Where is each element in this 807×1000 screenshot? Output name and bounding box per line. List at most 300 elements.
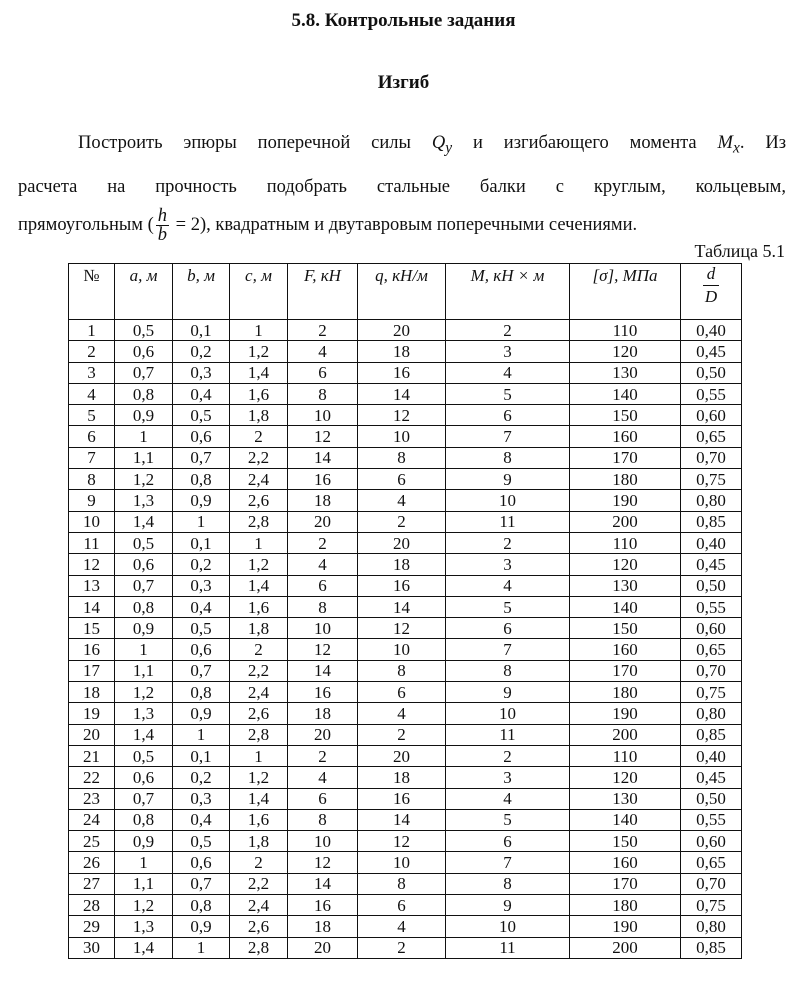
cell-q: 14	[358, 383, 446, 404]
cell-sigma: 200	[570, 511, 681, 532]
col-header-number: №	[69, 264, 115, 320]
cell-a: 0,8	[115, 596, 173, 617]
cell-b: 0,5	[173, 618, 230, 639]
cell-a: 1	[115, 426, 173, 447]
cell-c: 1,6	[230, 383, 288, 404]
cell-number: 9	[69, 490, 115, 511]
cell-number: 22	[69, 767, 115, 788]
cell-c: 1,6	[230, 596, 288, 617]
cell-sigma: 170	[570, 447, 681, 468]
cell-d-over-D: 0,65	[681, 852, 742, 873]
cell-M: 7	[446, 426, 570, 447]
cell-number: 14	[69, 596, 115, 617]
cell-c: 2,4	[230, 895, 288, 916]
cell-d-over-D: 0,55	[681, 809, 742, 830]
cell-b: 0,1	[173, 320, 230, 341]
cell-b: 0,7	[173, 873, 230, 894]
table-header-row	[69, 264, 742, 320]
cell-sigma: 130	[570, 575, 681, 596]
cell-d-over-D: 0,80	[681, 916, 742, 937]
cell-q: 2	[358, 937, 446, 958]
cell-M: 3	[446, 341, 570, 362]
cell-d-over-D: 0,55	[681, 383, 742, 404]
task-paragraph	[18, 124, 786, 244]
cell-b: 0,8	[173, 682, 230, 703]
cell-sigma: 200	[570, 724, 681, 745]
cell-b: 0,6	[173, 426, 230, 447]
ratio-fraction: $\frac{h}{b}$	[157, 205, 168, 245]
cell-F: 6	[288, 362, 358, 383]
cell-sigma: 200	[570, 937, 681, 958]
cell-d-over-D: 0,80	[681, 490, 742, 511]
cell-d-over-D: 0,75	[681, 469, 742, 490]
cell-sigma: 140	[570, 596, 681, 617]
cell-sigma: 120	[570, 341, 681, 362]
cell-number: 5	[69, 405, 115, 426]
cell-F: 20	[288, 724, 358, 745]
cell-d-over-D: 0,50	[681, 788, 742, 809]
cell-q: 12	[358, 618, 446, 639]
cell-M: 3	[446, 767, 570, 788]
cell-a: 0,7	[115, 788, 173, 809]
cell-d-over-D: 0,70	[681, 873, 742, 894]
cell-c: 1,4	[230, 788, 288, 809]
cell-F: 6	[288, 788, 358, 809]
cell-d-over-D: 0,70	[681, 447, 742, 468]
col-header-d-over-D: $\frac{d}{D}$	[681, 264, 742, 320]
paragraph-line-3: прямоугольным ( $\frac{h}{b}$ = 2), квадратным и двутавровым поперечными сечениями.	[18, 205, 638, 245]
cell-d-over-D: 0,45	[681, 767, 742, 788]
cell-F: 14	[288, 660, 358, 681]
cell-q: 4	[358, 490, 446, 511]
cell-d-over-D: 0,65	[681, 639, 742, 660]
cell-c: 1	[230, 745, 288, 766]
cell-q: 10	[358, 639, 446, 660]
cell-M: 3	[446, 554, 570, 575]
cell-number: 15	[69, 618, 115, 639]
cell-b: 0,4	[173, 809, 230, 830]
cell-number: 26	[69, 852, 115, 873]
cell-q: 14	[358, 596, 446, 617]
cell-a: 1,4	[115, 724, 173, 745]
table-row	[69, 490, 742, 511]
table-row	[69, 895, 742, 916]
cell-M: 9	[446, 682, 570, 703]
cell-a: 1,2	[115, 682, 173, 703]
cell-number: 21	[69, 745, 115, 766]
cell-M: 8	[446, 660, 570, 681]
cell-F: 14	[288, 873, 358, 894]
cell-q: 20	[358, 532, 446, 553]
cell-b: 0,2	[173, 554, 230, 575]
cell-q: 12	[358, 831, 446, 852]
cell-c: 2,8	[230, 937, 288, 958]
cell-F: 16	[288, 895, 358, 916]
cell-d-over-D: 0,65	[681, 426, 742, 447]
cell-M: 11	[446, 724, 570, 745]
cell-F: 4	[288, 554, 358, 575]
cell-b: 0,6	[173, 639, 230, 660]
cell-q: 4	[358, 703, 446, 724]
cell-c: 2,6	[230, 916, 288, 937]
cell-sigma: 140	[570, 383, 681, 404]
cell-a: 0,5	[115, 532, 173, 553]
cell-M: 5	[446, 596, 570, 617]
cell-d-over-D: 0,55	[681, 596, 742, 617]
cell-a: 0,9	[115, 405, 173, 426]
cell-sigma: 110	[570, 320, 681, 341]
cell-a: 0,8	[115, 383, 173, 404]
cell-a: 0,7	[115, 575, 173, 596]
cell-M: 9	[446, 469, 570, 490]
cell-M: 7	[446, 639, 570, 660]
cell-q: 8	[358, 873, 446, 894]
cell-F: 10	[288, 831, 358, 852]
cell-q: 6	[358, 895, 446, 916]
cell-M: 5	[446, 383, 570, 404]
col-header-c: c, м	[230, 264, 288, 320]
cell-F: 18	[288, 916, 358, 937]
cell-F: 16	[288, 682, 358, 703]
cell-M: 10	[446, 703, 570, 724]
cell-a: 1,3	[115, 916, 173, 937]
table-row	[69, 937, 742, 958]
cell-sigma: 180	[570, 895, 681, 916]
cell-c: 2	[230, 852, 288, 873]
cell-a: 0,5	[115, 745, 173, 766]
table-row	[69, 362, 742, 383]
cell-b: 1	[173, 937, 230, 958]
cell-M: 6	[446, 618, 570, 639]
cell-M: 4	[446, 362, 570, 383]
cell-sigma: 170	[570, 660, 681, 681]
cell-F: 10	[288, 405, 358, 426]
cell-sigma: 150	[570, 618, 681, 639]
cell-c: 2,2	[230, 873, 288, 894]
cell-b: 0,1	[173, 745, 230, 766]
cell-number: 8	[69, 469, 115, 490]
cell-q: 18	[358, 554, 446, 575]
cell-c: 1	[230, 320, 288, 341]
cell-q: 8	[358, 447, 446, 468]
cell-c: 1,8	[230, 618, 288, 639]
cell-sigma: 160	[570, 852, 681, 873]
cell-b: 0,4	[173, 596, 230, 617]
cell-sigma: 130	[570, 788, 681, 809]
cell-M: 8	[446, 873, 570, 894]
table-row	[69, 426, 742, 447]
cell-q: 20	[358, 745, 446, 766]
cell-F: 8	[288, 383, 358, 404]
cell-F: 20	[288, 937, 358, 958]
cell-d-over-D: 0,45	[681, 554, 742, 575]
table-row	[69, 809, 742, 830]
cell-F: 12	[288, 852, 358, 873]
cell-number: 29	[69, 916, 115, 937]
cell-b: 0,2	[173, 341, 230, 362]
cell-sigma: 110	[570, 745, 681, 766]
cell-b: 0,7	[173, 447, 230, 468]
cell-number: 1	[69, 320, 115, 341]
cell-c: 2,4	[230, 469, 288, 490]
cell-M: 5	[446, 809, 570, 830]
cell-d-over-D: 0,75	[681, 895, 742, 916]
cell-F: 14	[288, 447, 358, 468]
cell-a: 0,9	[115, 618, 173, 639]
cell-c: 2,6	[230, 703, 288, 724]
cell-q: 18	[358, 341, 446, 362]
cell-F: 12	[288, 639, 358, 660]
cell-number: 11	[69, 532, 115, 553]
cell-c: 1,8	[230, 831, 288, 852]
cell-M: 11	[446, 511, 570, 532]
cell-number: 17	[69, 660, 115, 681]
cell-q: 6	[358, 682, 446, 703]
cell-q: 2	[358, 724, 446, 745]
col-header-sigma: [σ], МПа	[570, 264, 681, 320]
cell-b: 0,6	[173, 852, 230, 873]
table-row	[69, 682, 742, 703]
cell-b: 0,5	[173, 405, 230, 426]
cell-b: 0,3	[173, 362, 230, 383]
cell-a: 0,5	[115, 320, 173, 341]
cell-number: 2	[69, 341, 115, 362]
cell-number: 10	[69, 511, 115, 532]
cell-d-over-D: 0,60	[681, 405, 742, 426]
cell-sigma: 120	[570, 767, 681, 788]
cell-b: 0,5	[173, 831, 230, 852]
cell-M: 7	[446, 852, 570, 873]
col-header-b: b, м	[173, 264, 230, 320]
col-header-F: F, кН	[288, 264, 358, 320]
cell-sigma: 150	[570, 405, 681, 426]
table-row	[69, 383, 742, 404]
table-row	[69, 703, 742, 724]
cell-M: 9	[446, 895, 570, 916]
cell-a: 0,8	[115, 809, 173, 830]
cell-d-over-D: 0,60	[681, 831, 742, 852]
cell-sigma: 180	[570, 682, 681, 703]
table-row	[69, 469, 742, 490]
cell-q: 16	[358, 362, 446, 383]
cell-a: 1,3	[115, 490, 173, 511]
cell-d-over-D: 0,85	[681, 937, 742, 958]
cell-a: 1,1	[115, 660, 173, 681]
cell-q: 8	[358, 660, 446, 681]
paragraph-line-2: расчета на прочность подобрать стальные балки с круглым, кольцевым,	[18, 176, 786, 197]
cell-q: 10	[358, 852, 446, 873]
cell-d-over-D: 0,40	[681, 320, 742, 341]
cell-b: 0,4	[173, 383, 230, 404]
col-header-M: M, кН × м	[446, 264, 570, 320]
table-row	[69, 724, 742, 745]
cell-q: 16	[358, 575, 446, 596]
cell-a: 0,9	[115, 831, 173, 852]
cell-M: 2	[446, 320, 570, 341]
cell-d-over-D: 0,50	[681, 362, 742, 383]
cell-sigma: 180	[570, 469, 681, 490]
cell-a: 0,6	[115, 554, 173, 575]
cell-q: 4	[358, 916, 446, 937]
cell-c: 2	[230, 426, 288, 447]
cell-sigma: 140	[570, 809, 681, 830]
cell-M: 4	[446, 575, 570, 596]
cell-number: 20	[69, 724, 115, 745]
cell-F: 8	[288, 596, 358, 617]
table-row	[69, 341, 742, 362]
cell-F: 4	[288, 341, 358, 362]
table-row	[69, 831, 742, 852]
table-row	[69, 447, 742, 468]
cell-a: 1,2	[115, 469, 173, 490]
cell-d-over-D: 0,45	[681, 341, 742, 362]
cell-q: 16	[358, 788, 446, 809]
cell-b: 0,3	[173, 788, 230, 809]
cell-c: 1,2	[230, 767, 288, 788]
cell-F: 4	[288, 767, 358, 788]
cell-number: 30	[69, 937, 115, 958]
cell-number: 18	[69, 682, 115, 703]
cell-d-over-D: 0,75	[681, 682, 742, 703]
cell-number: 28	[69, 895, 115, 916]
table-row	[69, 767, 742, 788]
cell-d-over-D: 0,60	[681, 618, 742, 639]
cell-c: 1,2	[230, 341, 288, 362]
cell-a: 0,7	[115, 362, 173, 383]
cell-q: 2	[358, 511, 446, 532]
col-header-a: a, м	[115, 264, 173, 320]
cell-number: 16	[69, 639, 115, 660]
cell-M: 6	[446, 831, 570, 852]
table-row	[69, 532, 742, 553]
section-title: 5.8. Контрольные задания	[291, 10, 516, 31]
cell-a: 1,2	[115, 895, 173, 916]
cell-M: 4	[446, 788, 570, 809]
cell-sigma: 190	[570, 916, 681, 937]
variants-table	[68, 263, 742, 959]
table-caption: Таблица 5.1	[694, 241, 785, 261]
cell-a: 0,6	[115, 767, 173, 788]
cell-number: 23	[69, 788, 115, 809]
cell-d-over-D: 0,85	[681, 724, 742, 745]
cell-M: 2	[446, 532, 570, 553]
cell-d-over-D: 0,70	[681, 660, 742, 681]
cell-c: 1,6	[230, 809, 288, 830]
cell-b: 0,9	[173, 916, 230, 937]
cell-b: 0,7	[173, 660, 230, 681]
col-header-q: q, кН/м	[358, 264, 446, 320]
table-body	[69, 320, 742, 959]
cell-d-over-D: 0,40	[681, 745, 742, 766]
cell-number: 3	[69, 362, 115, 383]
cell-d-over-D: 0,50	[681, 575, 742, 596]
cell-b: 0,9	[173, 490, 230, 511]
cell-b: 1	[173, 724, 230, 745]
cell-a: 1	[115, 852, 173, 873]
cell-sigma: 170	[570, 873, 681, 894]
cell-number: 19	[69, 703, 115, 724]
cell-q: 18	[358, 767, 446, 788]
cell-b: 0,3	[173, 575, 230, 596]
cell-M: 10	[446, 490, 570, 511]
table-row	[69, 639, 742, 660]
cell-F: 16	[288, 469, 358, 490]
cell-d-over-D: 0,80	[681, 703, 742, 724]
cell-sigma: 190	[570, 490, 681, 511]
table-row	[69, 554, 742, 575]
cell-q: 12	[358, 405, 446, 426]
cell-c: 1,2	[230, 554, 288, 575]
cell-c: 2,4	[230, 682, 288, 703]
cell-number: 12	[69, 554, 115, 575]
cell-b: 0,8	[173, 469, 230, 490]
cell-number: 7	[69, 447, 115, 468]
cell-a: 1,1	[115, 873, 173, 894]
cell-c: 2,2	[230, 447, 288, 468]
cell-q: 14	[358, 809, 446, 830]
cell-sigma: 110	[570, 532, 681, 553]
cell-b: 0,2	[173, 767, 230, 788]
table-row	[69, 916, 742, 937]
cell-F: 10	[288, 618, 358, 639]
cell-c: 1,4	[230, 575, 288, 596]
cell-a: 1	[115, 639, 173, 660]
cell-b: 1	[173, 511, 230, 532]
cell-q: 20	[358, 320, 446, 341]
cell-F: 18	[288, 703, 358, 724]
table-row	[69, 660, 742, 681]
table-row	[69, 618, 742, 639]
cell-b: 0,1	[173, 532, 230, 553]
cell-number: 13	[69, 575, 115, 596]
cell-sigma: 150	[570, 831, 681, 852]
cell-a: 1,3	[115, 703, 173, 724]
cell-number: 6	[69, 426, 115, 447]
cell-c: 1,8	[230, 405, 288, 426]
cell-F: 8	[288, 809, 358, 830]
cell-c: 2	[230, 639, 288, 660]
cell-b: 0,8	[173, 895, 230, 916]
cell-a: 0,6	[115, 341, 173, 362]
cell-number: 27	[69, 873, 115, 894]
table-row	[69, 596, 742, 617]
cell-number: 25	[69, 831, 115, 852]
cell-a: 1,4	[115, 511, 173, 532]
cell-d-over-D: 0,40	[681, 532, 742, 553]
cell-sigma: 160	[570, 639, 681, 660]
cell-F: 6	[288, 575, 358, 596]
table-row	[69, 788, 742, 809]
paragraph-line-1: Построить эпюры поперечной силы $Q_y$ и изгибающего момента $M_x$. Из	[78, 133, 787, 157]
cell-d-over-D: 0,85	[681, 511, 742, 532]
cell-number: 24	[69, 809, 115, 830]
table-row	[69, 320, 742, 341]
cell-M: 11	[446, 937, 570, 958]
cell-M: 8	[446, 447, 570, 468]
cell-sigma: 190	[570, 703, 681, 724]
cell-c: 1	[230, 532, 288, 553]
cell-q: 10	[358, 426, 446, 447]
cell-c: 2,8	[230, 511, 288, 532]
cell-M: 10	[446, 916, 570, 937]
table-row	[69, 575, 742, 596]
cell-sigma: 160	[570, 426, 681, 447]
cell-F: 2	[288, 532, 358, 553]
table-row	[69, 745, 742, 766]
cell-b: 0,9	[173, 703, 230, 724]
table-row	[69, 405, 742, 426]
table-row	[69, 852, 742, 873]
